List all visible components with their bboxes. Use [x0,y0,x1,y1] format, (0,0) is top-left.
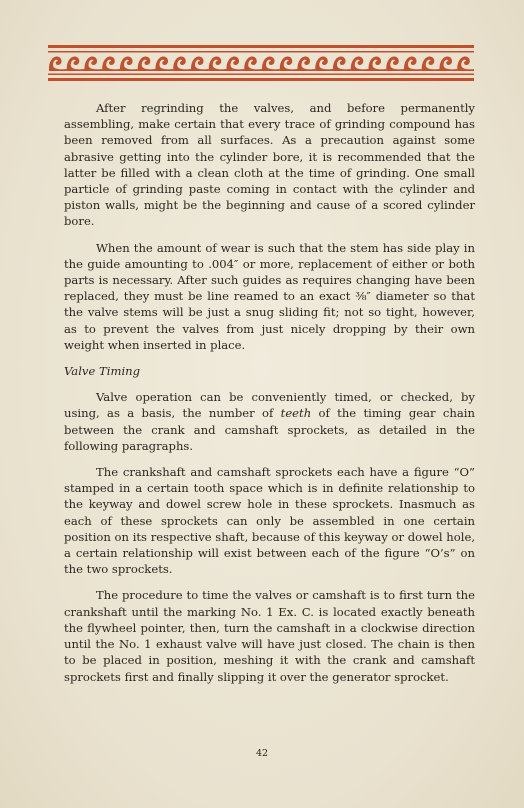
paragraph-regrinding: After regrinding the valves, and before permanently assembling, make certain that every trace of grinding compound has been removed from all surfaces. As a precaution against some abrasive getting into the cylinder bore, it is recommended that the latter be filled with a clean cloth at the time of grinding. One small particle of grinding paste coming in contact with the cylinder and piston walls, might be the beginning and cause of a scored cylinder bore. [64,101,475,229]
wave-scroll-icon [457,57,474,72]
wave-scroll-icon [173,57,191,72]
wave-scroll-icon [369,57,387,72]
wave-scroll-icon [298,57,316,72]
wave-scroll-icon [386,57,404,72]
wave-scroll-icon [404,57,422,72]
wave-scroll-icon [422,57,440,72]
wave-scroll-icon [138,57,156,72]
wave-scroll-icon [156,57,174,72]
wave-scroll-icon [351,57,369,72]
page-number: 42 [255,748,269,759]
wave-scroll-icon [440,57,458,72]
section-heading: Valve Timing [64,364,141,379]
wave-scroll-icon [102,57,120,72]
wave-scroll-icon [120,57,138,72]
wave-scroll-icon [191,57,209,72]
paragraph-valve-operation: Valve operation can be conveniently timed, or checked, by using, as a basis, the number of teeth of the timing gear chain between the crank and camshaft sprockets, as detailed in the following paragraphs. [64,390,475,453]
wave-scroll-icon [262,57,280,72]
body-text [64,100,475,695]
wave-scroll-icon [67,57,85,72]
wave-scroll-icon [315,57,333,72]
paragraph-procedure: The procedure to time the valves or camshaft is to first turn the crankshaft until the marking No. 1 Ex. C. is located exactly beneath the flywheel pointer, then, turn the camshaft in a clockwise direction until the No. 1 exhaust valve will have just closed. The chain is then to be placed in position, meshing it with the crank and camshaft sprockets first and finally slipping it over the generator sprocket. [64,588,475,684]
emphasis-teeth: teeth [280,406,312,421]
wave-scroll-icon [209,57,227,72]
decorative-wave-border [48,45,474,81]
wave-scroll-icon [227,57,245,72]
wave-scroll-icon [333,57,351,72]
paragraph-sprockets: The crankshaft and camshaft sprockets each have a figure “O” stamped in a certain tooth space which is in definite relationship to the keyway and dowel screw hole in these sprockets. Inasmuch as each of these sprockets can only be assembled in one certain position on its respective shaft, because of this keyway or dowel hole, a certain relationship will exist between each of the figure “O’s” on the two sprockets. [64,465,476,577]
wave-scroll-icon [85,57,103,72]
wave-scroll-icon [49,57,67,72]
paragraph-wear: When the amount of wear is such that the stem has side play in the guide amounting to .004″ or more, replacement of either or both parts is necessary. After such guides as requires changing have been replaced, they must be line reamed to an exact ⅜″ diameter so that the valve stems will be just a snug sliding fit; not so tight, however, as to prevent the valves from just nicely dropping by their own weight when inserted in place. [64,240,475,352]
wave-scroll-icon [280,57,298,72]
wave-scroll-icon [244,57,262,72]
